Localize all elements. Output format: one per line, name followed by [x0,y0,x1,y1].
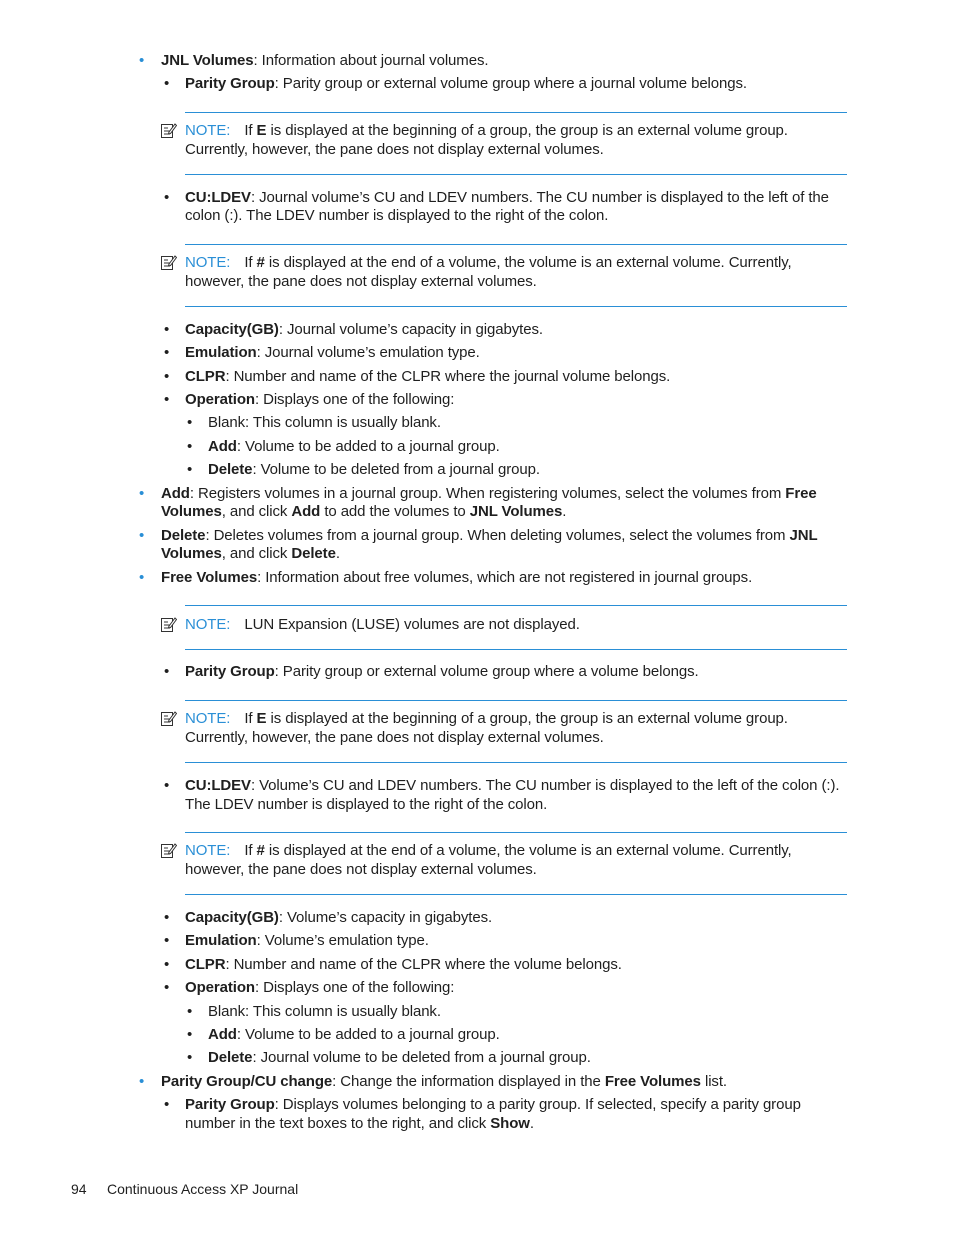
list-item-line2: The LDEV number is displayed to the right of the colon. [185,796,548,813]
bullet: • [164,956,170,973]
note-icon [160,122,177,139]
list-item: Delete: Journal volume to be deleted from a journal group. [208,1049,591,1066]
note-rule-top [185,112,847,113]
list-item: Emulation: Journal volume’s emulation type. [185,344,480,361]
list-item-line2: Volumes, and click Delete. [161,545,340,562]
footer-title: Continuous Access XP Journal [107,1181,299,1197]
bullet: • [187,1026,193,1043]
note-label: NOTE: [185,710,231,727]
bullet: • [164,1096,170,1113]
bullet: • [187,1003,193,1020]
note-label: NOTE: [185,842,231,859]
list-item: Blank: This column is usually blank. [208,414,441,431]
note-rule-top [185,832,847,833]
bullet: • [139,485,145,502]
note-icon [160,616,177,633]
list-item: JNL Volumes: Information about journal volumes. [161,52,489,69]
bullet: • [164,344,170,361]
note-rule-top [185,605,847,606]
bullet: • [164,391,170,408]
list-item: Parity Group/CU change: Change the information displayed in the Free Volumes list. [161,1073,727,1090]
list-item: Free Volumes: Information about free volumes, which are not registered in journal groups. [161,569,753,586]
note-rule-top [185,244,847,245]
list-item-line2: colon (:). The LDEV number is displayed to the right of the colon. [185,207,609,224]
note-text: NOTE: If # is displayed at the end of a volume, the volume is an external volume. Currently, [185,254,792,271]
bullet: • [187,461,193,478]
list-item: Parity Group: Displays volumes belonging to a parity group. If selected, specify a parity group [185,1096,801,1113]
note-text: NOTE: If E is displayed at the beginning of a group, the group is an external volume group. [185,710,788,727]
list-item: Delete: Deletes volumes from a journal group. When deleting volumes, select the volumes from JNL [161,527,818,544]
note-rule-bottom [185,762,847,763]
bullet: • [187,1049,193,1066]
note-rule-bottom [185,306,847,307]
note-label: NOTE: [185,254,231,271]
list-item: CLPR: Number and name of the CLPR where the journal volume belongs. [185,368,671,385]
note-rule-bottom [185,649,847,650]
note-label: NOTE: [185,122,231,139]
list-item: Parity Group: Parity group or external volume group where a journal volume belongs. [185,75,747,92]
list-item: Capacity(GB): Journal volume’s capacity in gigabytes. [185,321,543,338]
note-text: NOTE: If # is displayed at the end of a volume, the volume is an external volume. Currently, [185,842,792,859]
list-item: Operation: Displays one of the following: [185,391,455,408]
bullet: • [139,1073,145,1090]
note-rule-top [185,700,847,701]
bullet: • [139,52,145,69]
bullet: • [164,321,170,338]
note-icon [160,842,177,859]
list-item: Emulation: Volume’s emulation type. [185,932,429,949]
note-icon [160,710,177,727]
bullet: • [164,663,170,680]
list-item: Add: Registers volumes in a journal group. When registering volumes, select the volumes from Free [161,485,817,502]
note-text-line2: however, the pane does not display external volumes. [185,861,537,878]
note-text-line2: Currently, however, the pane does not display external volumes. [185,729,604,746]
list-item-line2: Volumes, and click Add to add the volumes to JNL Volumes. [161,503,567,520]
bullet: • [164,777,170,794]
list-item: CU:LDEV: Volume’s CU and LDEV numbers. The CU number is displayed to the left of the colon (:). [185,777,840,794]
bullet: • [164,909,170,926]
bullet: • [164,75,170,92]
list-item: Operation: Displays one of the following: [185,979,455,996]
bullet: • [139,527,145,544]
note-text-line2: however, the pane does not display external volumes. [185,273,537,290]
note-rule-bottom [185,894,847,895]
list-item: Add: Volume to be added to a journal group. [208,1026,500,1043]
list-item: Delete: Volume to be deleted from a journal group. [208,461,540,478]
note-label: NOTE: [185,616,231,633]
bullet: • [164,979,170,996]
list-item: Capacity(GB): Volume’s capacity in gigabytes. [185,909,493,926]
list-item: Add: Volume to be added to a journal group. [208,438,500,455]
note-rule-bottom [185,174,847,175]
note-text-line2: Currently, however, the pane does not display external volumes. [185,141,604,158]
list-item-line2: number in the text boxes to the right, and click Show. [185,1115,534,1132]
list-item: CLPR: Number and name of the CLPR where the volume belongs. [185,956,622,973]
note-text: NOTE: LUN Expansion (LUSE) volumes are not displayed. [185,616,580,633]
note-text: NOTE: If E is displayed at the beginning of a group, the group is an external volume group. [185,122,788,139]
bullet: • [164,932,170,949]
list-item: CU:LDEV: Journal volume’s CU and LDEV numbers. The CU number is displayed to the left of the [185,189,829,206]
list-item: Blank: This column is usually blank. [208,1003,441,1020]
bullet: • [164,368,170,385]
list-item: Parity Group: Parity group or external volume group where a volume belongs. [185,663,699,680]
page-number: 94 [71,1181,87,1197]
bullet: • [187,414,193,431]
note-icon [160,254,177,271]
bullet: • [164,189,170,206]
bullet: • [139,569,145,586]
bullet: • [187,438,193,455]
